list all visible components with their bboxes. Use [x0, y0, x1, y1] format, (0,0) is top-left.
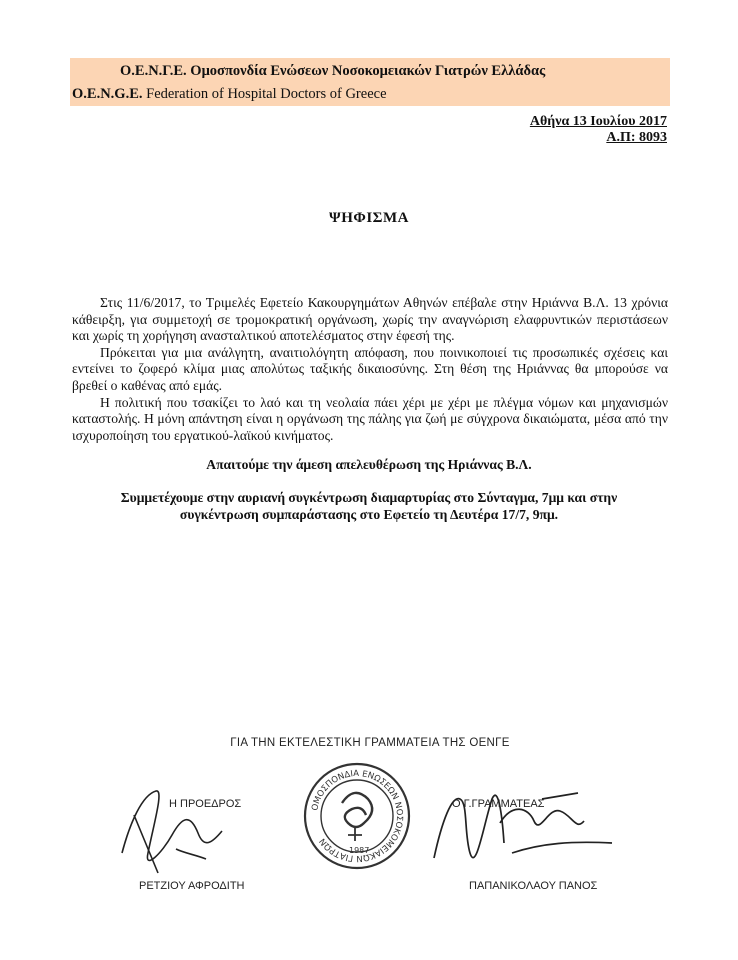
body-paragraph: Πρόκειται για μια ανάλγητη, αναιτιολόγητη απόφαση, που ποινικοποιεί τις προσωπικές σχέσεις και εντείνει το ζοφερό κλίμα μιας απολύτως ταξικής δικαιοσύνης. Στη θέση της Ηριάννας θα μπορούσε να βρεθεί ο καθένας από εμάς. [72, 344, 668, 393]
secretary-name: ΠΑΠΑΝΙΚΟΛΑΟΥ ΠΑΝΟΣ [469, 880, 598, 892]
secretary-role: Ο Γ.ΓΡΑΜΜΑΤΕΑΣ [452, 798, 545, 810]
letterhead-abbr: O.E.N.G.E. [72, 86, 143, 102]
organization-stamp [305, 764, 409, 868]
president-role: Η ΠΡΟΕΔΡΟΣ [169, 798, 242, 810]
letterhead-name: Federation of Hospital Doctors of Greece [142, 86, 387, 102]
body-paragraph: Η πολιτική που τσακίζει το λαό και τη νεολαία πάει χέρι με χέρι με πλέγμα νόμων και μηχανισμών καταστολής. Η μόνη απάντηση είναι η οργάνωση της πάλης για ζωή με σύγχρονα δικαιώματα, μέσα από την ισχυροποίηση του εργατικού-λαϊκού κινήματος. [72, 394, 668, 443]
document-date: Αθήνα 13 Ιουλίου 2017 [529, 114, 667, 129]
letterhead-greek: Ο.Ε.Ν.Γ.Ε. Ομοσπονδία Ενώσεων Νοσοκομειακών Γιατρών Ελλάδας [120, 63, 546, 79]
document-title: ΨΗΦΙΣΜΑ [329, 210, 409, 226]
call-to-action: Συμμετέχουμε στην αυριανή συγκέντρωση διαμαρτυρίας στο Σύνταγμα, 7μμ και στην συγκέντρωση συμπαράστασης στο Εφετείο τη Δευτέρα 17/7, 9πμ. [120, 490, 618, 522]
president-name: ΡΕΤΖΙΟΥ ΑΦΡΟΔΙΤΗ [139, 880, 245, 892]
signature-heading: ΓΙΑ ΤΗΝ ΕΚΤΕΛΕΣΤΙΚΗ ΓΡΑΜΜΑΤΕΙΑ ΤΗΣ ΟΕΝΓΕ [230, 737, 510, 749]
signature-block [72, 703, 668, 953]
body-paragraph: Στις 11/6/2017, το Τριμελές Εφετείο Κακουργημάτων Αθηνών επέβαλε στην Ηριάννα Β.Λ. 13 χρόνια κάθειρξη, για συμμετοχή σε τρομοκρατική οργάνωση, χωρίς την αναγνώριση ελαφρυντικών περιστάσεων και χωρίς τη χορήγηση ανασταλτικού αποτελέσματος στην έφεσή της. [72, 295, 668, 344]
document-body [72, 295, 668, 444]
protocol-number: Α.Π: 8093 [606, 130, 667, 145]
letterhead-english [72, 86, 387, 103]
stamp-year: 1987 [349, 846, 370, 855]
stamp-text: ΟΜΟΣΠΟΝΔΙΑ ΕΝΩΣΕΩΝ ΝΟΣΟΚΟΜΕΙΑΚΩΝ ΓΙΑΤΡΩΝ [310, 768, 405, 864]
demand-statement: Απαιτούμε την άμεση απελευθέρωση της Ηριάννας Β.Λ. [206, 457, 532, 472]
